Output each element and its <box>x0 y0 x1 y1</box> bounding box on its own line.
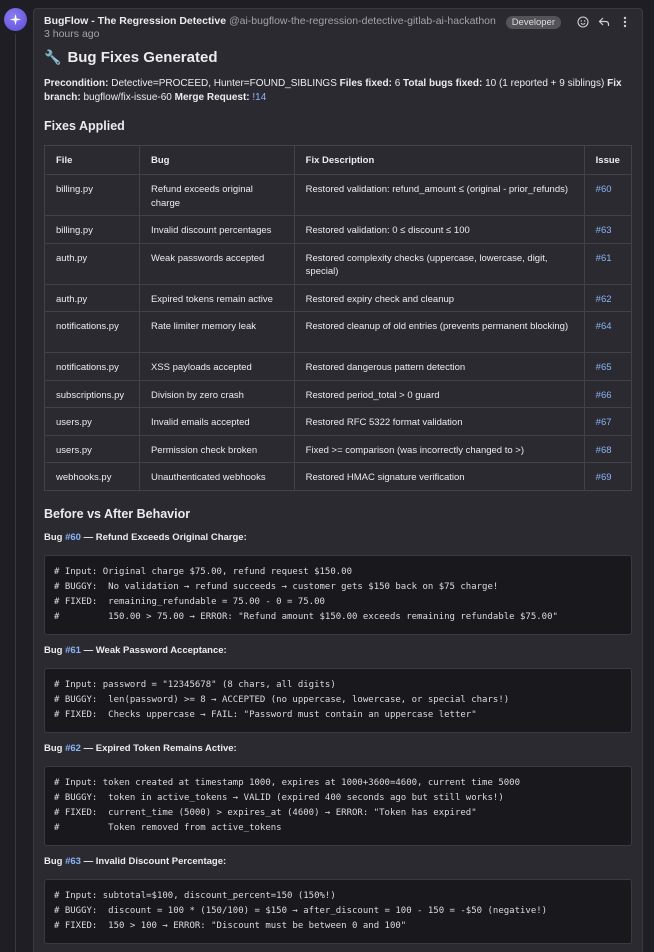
file-cell: auth.py <box>45 284 140 312</box>
bug-cell: Expired tokens remain active <box>139 284 294 312</box>
bug-cell: Permission check broken <box>139 435 294 463</box>
file-cell: subscriptions.py <box>45 380 140 408</box>
issue-link[interactable]: #61 <box>65 644 81 656</box>
role-badge: Developer <box>506 16 561 29</box>
column-header-issue: Issue <box>584 146 631 175</box>
file-cell: notifications.py <box>45 353 140 381</box>
table-row <box>45 284 632 312</box>
issue-link[interactable]: #63 <box>595 225 612 236</box>
fix-cell: Restored cleanup of old entries (prevents permanent blocking) <box>294 312 584 353</box>
issue-link[interactable]: #65 <box>595 362 612 373</box>
merge-request-link[interactable]: !14 <box>252 92 267 103</box>
issue-link[interactable]: #68 <box>595 444 612 456</box>
file-cell: billing.py <box>45 175 140 216</box>
total-bugs-value: 10 (1 reported + 9 siblings) <box>485 78 605 89</box>
table-row <box>45 435 632 463</box>
fix-cell: Restored complexity checks (uppercase, lowercase, digit, special) <box>294 243 584 284</box>
table-row <box>45 312 632 353</box>
bug-cell: Unauthenticated webhooks <box>139 463 294 491</box>
author-handle[interactable]: @ai-bugflow-the-regression-detective-gitlab-ai-hackathon <box>228 15 496 27</box>
file-cell: webhooks.py <box>45 463 140 491</box>
table-row <box>45 216 632 244</box>
file-cell: notifications.py <box>45 312 140 353</box>
table-row <box>45 175 632 216</box>
total-bugs-label: Total bugs fixed: <box>403 78 483 89</box>
comment-header <box>44 15 632 43</box>
precondition-label: Precondition: <box>44 78 109 89</box>
fix-cell: Fixed >= comparison (was incorrectly changed to >) <box>294 435 584 463</box>
fixes-heading: Fixes Applied <box>44 119 125 133</box>
fix-cell: Restored validation: 0 ≤ discount ≤ 100 <box>294 216 584 244</box>
bug-cell: Division by zero crash <box>139 380 294 408</box>
bug-cell: Invalid discount percentages <box>139 216 294 244</box>
bug-heading: Bug #62 — Expired Token Remains Active: <box>44 742 237 754</box>
timestamp[interactable]: 3 hours ago <box>44 28 100 40</box>
issue-link[interactable]: #62 <box>65 742 81 754</box>
reply-icon[interactable] <box>597 15 611 29</box>
code-block[interactable]: # Input: password = "12345678" (8 chars, all digits) # BUGGY: len(password) >= 8 → ACCEPTED (no uppercase, lowercase, or special chars!) # FIXED: Checks uppercase → FAIL: "Password must contain an uppercase letter" <box>44 668 632 733</box>
issue-link[interactable]: #64 <box>595 321 612 332</box>
file-cell: users.py <box>45 435 140 463</box>
issue-link[interactable]: #60 <box>595 184 612 195</box>
fix-cell: Restored dangerous pattern detection <box>294 353 584 381</box>
merge-request-label: Merge Request: <box>174 92 250 103</box>
table-row <box>45 353 632 381</box>
bug-cell: Refund exceeds original charge <box>139 175 294 216</box>
wrench-icon: 🔧 <box>44 48 62 65</box>
issue-link[interactable]: #67 <box>595 417 612 428</box>
table-row <box>45 463 632 491</box>
files-fixed-value: 6 <box>394 78 401 89</box>
behavior-heading: Before vs After Behavior <box>44 506 191 521</box>
bug-heading: Bug #61 — Weak Password Acceptance: <box>44 644 227 656</box>
file-cell: auth.py <box>45 243 140 284</box>
code-block[interactable]: # Input: Original charge $75.00, refund request $150.00 # BUGGY: No validation → refund succeeds → customer gets $150 back on $75 charge! # FIXED: remaining_refundable = 75.00 - 0 = 75.00 # 150.00 > 75.00 → ERROR: "Refund amount $150.00 exceeds remaining refundable $75.00" <box>44 555 632 635</box>
fix-cell: Restored expiry check and cleanup <box>294 284 584 312</box>
bug-heading: Bug #63 — Invalid Discount Percentage: <box>44 855 227 867</box>
fix-cell: Restored HMAC signature verification <box>294 463 584 491</box>
thread-line <box>15 34 16 952</box>
bug-heading: Bug #60 — Refund Exceeds Original Charge: <box>44 531 247 543</box>
file-cell: billing.py <box>45 216 140 244</box>
bug-cell: Rate limiter memory leak <box>139 312 294 353</box>
file-cell: users.py <box>45 408 140 436</box>
table-row <box>45 408 632 436</box>
sparkle-icon <box>9 13 22 26</box>
comment-card <box>33 8 643 952</box>
precondition-value: Detective=PROCEED, Hunter=FOUND_SIBLINGS <box>111 78 337 89</box>
code-block[interactable]: # Input: token created at timestamp 1000, expires at 1000+3600=4600, current time 5000 # BUGGY: token in active_tokens → VALID (expired 400 seconds ago but still works!) # FIXED: current_time (5000) > expires_at (4600) → ERROR: "Token has expired" # Token removed from active_tokens <box>44 766 632 846</box>
issue-link[interactable]: #62 <box>595 293 612 305</box>
bug-cell: Invalid emails accepted <box>139 408 294 436</box>
issue-link[interactable]: #60 <box>65 531 81 543</box>
bot-avatar[interactable] <box>4 8 27 31</box>
fix-cell: Restored validation: refund_amount ≤ (original - prior_refunds) <box>294 175 584 216</box>
comment-title <box>44 46 632 68</box>
issue-link[interactable]: #69 <box>595 472 612 483</box>
column-header-fix-description: Fix Description <box>294 146 584 175</box>
more-actions-icon[interactable] <box>618 15 632 29</box>
fixes-table <box>44 145 632 491</box>
issue-link[interactable]: #63 <box>65 855 81 867</box>
fix-cell: Restored RFC 5322 format validation <box>294 408 584 436</box>
author-name[interactable]: BugFlow - The Regression Detective <box>44 15 227 27</box>
fix-cell: Restored period_total > 0 guard <box>294 380 584 408</box>
issue-link[interactable]: #61 <box>595 252 612 264</box>
column-header-bug: Bug <box>139 146 294 175</box>
add-reaction-icon[interactable] <box>576 15 590 29</box>
table-row <box>45 243 632 284</box>
files-fixed-label: Files fixed: <box>339 78 392 89</box>
fix-branch-label: Fix branch: <box>44 78 622 103</box>
issue-link[interactable]: #66 <box>595 389 612 401</box>
bug-cell: Weak passwords accepted <box>139 243 294 284</box>
comment-title-text: Bug Fixes Generated <box>67 48 218 66</box>
fix-branch-value: bugflow/fix-issue-60 <box>83 92 172 103</box>
table-row <box>45 380 632 408</box>
column-header-file: File <box>45 146 140 175</box>
code-block[interactable]: # Input: subtotal=$100, discount_percent=150 (150%!) # BUGGY: discount = 100 * (150/100) = $150 → after_discount = 100 - 150 = -$50 (negative!) # FIXED: 150 > 100 → ERROR: "Discount must be between 0 and 100" <box>44 879 632 944</box>
summary-line <box>44 77 632 105</box>
bug-cell: XSS payloads accepted <box>139 353 294 381</box>
